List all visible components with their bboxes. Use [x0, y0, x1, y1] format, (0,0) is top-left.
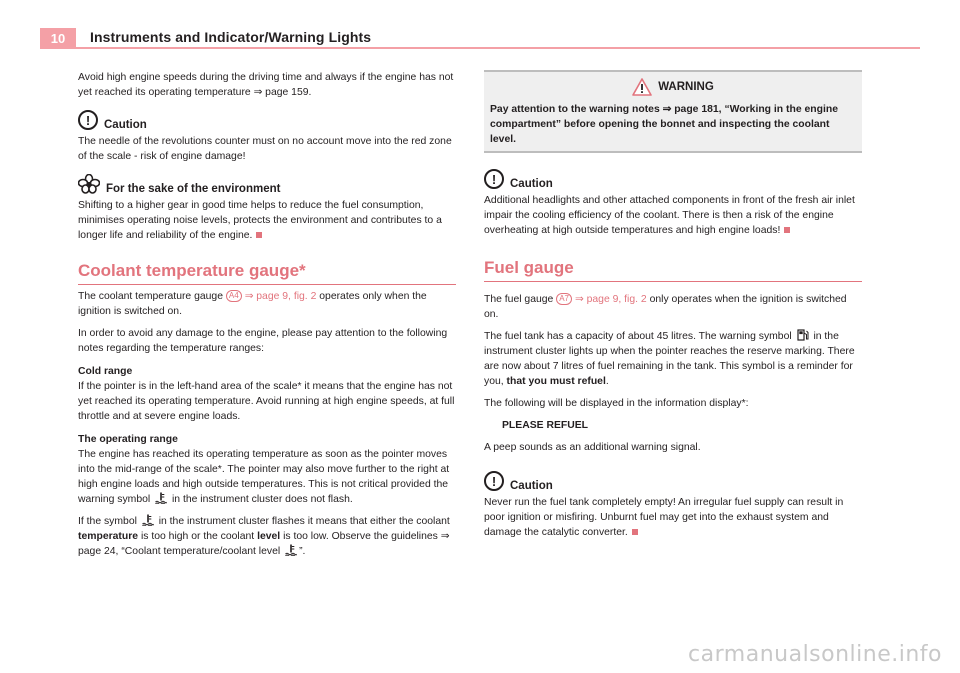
text-span: The fuel gauge [484, 294, 554, 305]
text-span: in the instrument cluster does not flash. [171, 494, 353, 505]
caution-text [484, 495, 862, 540]
end-mark [632, 529, 638, 535]
warning-triangle-icon [632, 78, 652, 96]
warning-label: WARNING [658, 80, 714, 93]
environment-heading [78, 174, 456, 194]
text-span: in the instrument cluster flashes it means that either the coolant [158, 516, 450, 527]
figure-callout-a7: A7 [556, 293, 572, 305]
caution-heading [484, 169, 862, 189]
page-link[interactable]: ⇒ page 9, fig. 2 [575, 294, 647, 305]
figure-callout-a4: A4 [226, 290, 242, 302]
caution-text [484, 193, 862, 238]
caution-text-body: Never run the fuel tank completely empty! An irregular fuel supply can result in poor ignition or misfiring. Unburnt fuel may get into the exhaust system and damage the catalytic converter. [484, 497, 844, 538]
bold-text: level [257, 531, 281, 542]
coolant-section-title: Coolant temperature gauge* [78, 263, 456, 285]
caution-icon: ! [78, 110, 98, 130]
warning-signal-text: A peep sounds as an additional warning signal. [484, 442, 701, 453]
page-header [0, 0, 960, 50]
caution-icon: ! [484, 471, 504, 491]
coolant-notes: In order to avoid any damage to the engine, please pay attention to the following notes regarding the temperature ranges: [78, 328, 448, 354]
text-span: . [605, 376, 609, 387]
display-message: PLEASE REFUEL [502, 420, 589, 431]
coolant-intro [78, 289, 456, 319]
cold-range-heading: Cold range [78, 366, 133, 377]
text-span: The engine has reached its operating temperature as soon as the pointer moves into the mid-range of the scale*. The pointer may also move further to the right at high engine loads and high outside temperatures. This is not critical provided the warning symbol [78, 449, 450, 505]
text-span: ”. [299, 546, 306, 557]
caution-label: Caution [104, 119, 147, 131]
coolant-temperature-icon [155, 492, 167, 504]
fuel-section-title: Fuel gauge [484, 260, 862, 282]
text-span: operates only when the ignition is switched on. [78, 291, 427, 317]
page-link[interactable]: ⇒ page 9, fig. 2 [244, 291, 317, 302]
warning-text: Pay attention to the warning notes ⇒ page 181, “Working in the engine compartment” before opening the bonnet and inspecting the coolant level. [490, 104, 838, 145]
fuel-pump-icon [797, 329, 809, 341]
environment-text [78, 198, 456, 243]
warning-box [484, 70, 862, 153]
bold-text: that you must refuel [506, 376, 606, 387]
environment-text-body: Shifting to a higher gear in good time helps to reduce the fuel consumption, minimises operating noise levels, protects the environment and contributes to a longer life and reliability of the engine. [78, 200, 442, 241]
operating-range-heading: The operating range [78, 434, 178, 445]
display-intro: The following will be displayed in the information display*: [484, 398, 749, 409]
fuel-capacity-text [484, 329, 862, 389]
intro-paragraph: Avoid high engine speeds during the driving time and always if the engine has not yet reached its operating temperature ⇒ page 159. [78, 72, 454, 98]
text-span: is too high or the coolant [140, 531, 255, 542]
right-column [484, 70, 862, 547]
text-span: is too low. Observe the guidelines ⇒ page 24, “Coolant temperature/coolant level [78, 531, 450, 557]
caution-text: The needle of the revolutions counter must on no account move into the red zone of the scale - risk of engine damage! [78, 136, 452, 162]
flashing-symbol-text [78, 514, 456, 559]
flower-icon [78, 174, 100, 194]
page-number: 10 [40, 28, 76, 48]
environment-label: For the sake of the environment [106, 183, 281, 195]
caution-label: Caution [510, 178, 553, 190]
coolant-temperature-icon [285, 544, 297, 556]
bold-text: temperature [78, 531, 139, 542]
text-span: in the instrument cluster lights up when the pointer reaches the reserve marking. There are now about 7 litres of fuel remaining in the tank. This symbol is a reminder for you, [484, 331, 855, 387]
warning-heading [490, 78, 856, 96]
text-span: The fuel tank has a capacity of about 45 litres. The warning symbol [484, 331, 792, 342]
coolant-temperature-icon [142, 514, 154, 526]
text-span: The coolant temperature gauge [78, 291, 223, 302]
caution-text-body: Additional headlights and other attached components in front of the fresh air inlet impair the cooling efficiency of the coolant. There is then a risk of the engine overheating at high outside temperatures and high engine loads! [484, 195, 855, 236]
cold-range-text: If the pointer is in the left-hand area of the scale* it means that the engine has not yet reached its operating temperature. Avoid running at high engine speeds, at full throttle and at severe engine loads. [78, 381, 455, 422]
caution-icon: ! [484, 169, 504, 189]
end-mark [784, 227, 790, 233]
left-column [78, 70, 456, 566]
caution-label: Caution [510, 480, 553, 492]
caution-heading [484, 471, 862, 491]
text-span: only operates when the ignition is switched on. [484, 294, 847, 320]
chapter-title: Instruments and Indicator/Warning Lights [90, 29, 372, 45]
header-rule [40, 47, 920, 49]
text-span: If the symbol [78, 516, 137, 527]
watermark: carmanualsonline.info [688, 642, 942, 667]
operating-range-text [78, 447, 456, 507]
caution-heading [78, 110, 456, 130]
fuel-intro [484, 292, 862, 322]
end-mark [256, 232, 262, 238]
